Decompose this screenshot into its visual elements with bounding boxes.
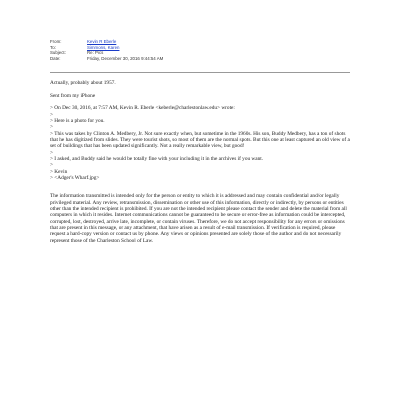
quote-line: > Here is a photo for you. [50, 117, 105, 124]
quote-line: > Kevin [50, 168, 68, 175]
to-label: To: [50, 44, 56, 50]
quote-intro: > On Dec 30, 2016, at 7:57 AM, Kevin R. Eberle <keberle@charlestonlaw.edu> wrote: [50, 105, 235, 112]
reply-text: Actually, probably about 1957. [50, 80, 116, 86]
quote-line: > I asked, and Buddy said he would be totally fine with your including it in the archives if you want. [50, 156, 264, 163]
quote-line: > [50, 162, 53, 169]
signature-text: Sent from my iPhone [50, 92, 96, 99]
from-label: From: [50, 39, 62, 44]
attachment-name: > <Adger's Wharf.jpg> [50, 175, 100, 182]
to-link[interactable]: Simmons, Karen [87, 44, 120, 50]
legal-disclaimer: The information transmitted is intended only for the person or entity to which it is addressed and may contain confidential and/or legally privileged material. Any review, retransmission, dissemination or other use of this information, directly or indirectly, by persons or entities other than the intended recipient is prohibited. If you are not the intended recipient please contact the sender and delete the material from all computers in which it resides. Internet communications cannot be guaranteed to be secure or error-free as information could be intercepted, corrupted, lost, destroyed, arrive late, incomplete, or contain viruses. Therefore, we do not accept responsibility for any errors or omissions that are present in this message, or any attachment, that have arisen as a result of e-mail transmission. If verification is required, please request a hard-copy version or contact us by phone. Any views or opinions presented are solely those of the author and do not necessarily represent those of the Charleston School of Law. [50, 193, 347, 244]
header-divider [50, 72, 350, 73]
quote-line: > [50, 111, 53, 118]
quote-line: > [50, 149, 53, 156]
email-body [50, 80, 350, 244]
subject-label: Subject: [50, 50, 66, 56]
subject-value: Re: Pics [87, 50, 104, 56]
date-value: Friday, December 30, 2016 9:44:54 AM [87, 55, 164, 61]
date-label: Date: [50, 55, 61, 61]
date-row [50, 56, 350, 62]
quote-line: > [50, 124, 53, 131]
quote-paragraph: > This was takes by Clinton A. Medbery, Jr. Not sure exactly when, but sometime in the 1960s. His son, Buddy Medbery, has a ton of shots that he has digitized from slides. They were tourist shots, so most of them are the normal spots. But this one at least captured an old view of a set of buildings that has been updated significantly. Not a really remarkable view, but good! [50, 130, 350, 150]
from-link[interactable]: Kevin R Eberle [87, 39, 117, 44]
email-header [50, 39, 350, 61]
